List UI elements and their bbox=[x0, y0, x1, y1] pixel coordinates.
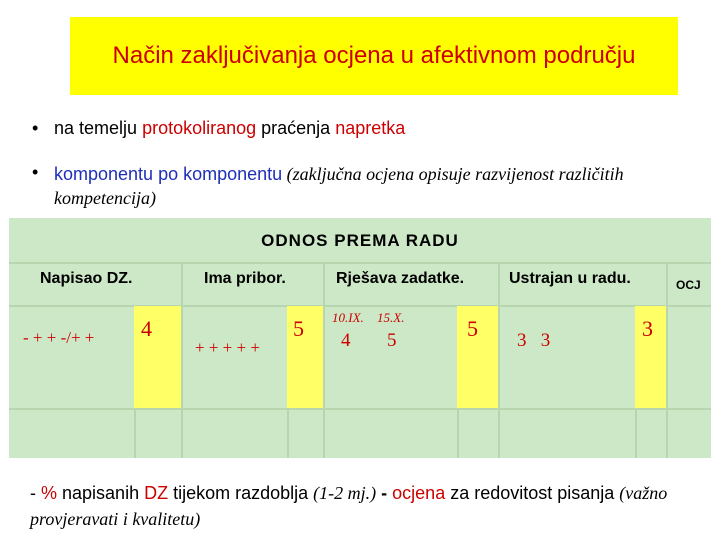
bullet-item-2 bbox=[32, 162, 712, 210]
grid-line bbox=[9, 305, 711, 307]
footer-text: napisanih bbox=[57, 483, 145, 503]
column-header-ustrajan: Ustrajan u radu. bbox=[509, 270, 631, 287]
grid-line bbox=[9, 262, 711, 264]
grid-line bbox=[9, 408, 711, 410]
tracking-table bbox=[9, 218, 711, 458]
page-title: Način zaključivanja ocjena u afektivnom području bbox=[112, 42, 636, 69]
bullet-italic: (zaključna ocjena opisuje razvijenost različitih kompetencija) bbox=[54, 164, 624, 208]
bullet-dot: • bbox=[32, 118, 39, 138]
pribor-marks: + + + + + bbox=[195, 338, 260, 357]
pribor-grade: 5 bbox=[293, 316, 304, 341]
grid-line bbox=[666, 264, 668, 458]
footer-text: tijekom razdoblja bbox=[168, 483, 314, 503]
footer-text: - bbox=[30, 483, 41, 503]
footer-highlight: % bbox=[41, 483, 58, 503]
footer-highlight: ocjena bbox=[392, 483, 446, 503]
bullet-text bbox=[54, 162, 712, 210]
bullet-highlight: napretka bbox=[335, 118, 406, 138]
bullet-text-part: na temelju bbox=[54, 118, 143, 138]
bullet-highlight: protokoliranog bbox=[142, 118, 257, 138]
grid-line bbox=[181, 264, 183, 458]
bullet-dot: • bbox=[32, 162, 39, 182]
bullet-text-part: praćenja bbox=[256, 118, 336, 138]
column-header-ocj: OCJ bbox=[676, 278, 701, 292]
napisao-grade: 4 bbox=[141, 316, 152, 341]
column-header-napisao: Napisao DZ. bbox=[40, 270, 133, 287]
title-banner bbox=[70, 17, 678, 95]
bullet-item-1 bbox=[32, 118, 405, 139]
rjesava-date-1: 10.IX. bbox=[332, 310, 364, 325]
grid-line bbox=[498, 264, 500, 458]
grid-line bbox=[323, 264, 325, 458]
footer-note bbox=[30, 480, 715, 532]
footer-highlight: DZ bbox=[144, 483, 169, 503]
footer-text: za redovitost pisanja bbox=[445, 483, 620, 503]
bullet-text bbox=[54, 118, 405, 138]
ustrajan-marks: 3 3 bbox=[517, 330, 551, 351]
footer-text: - bbox=[376, 483, 393, 503]
rjesava-value-1: 4 bbox=[341, 330, 351, 351]
table-title: ODNOS PREMA RADU bbox=[261, 231, 459, 250]
ocj-grade: 3 bbox=[642, 316, 653, 341]
rjesava-value-2: 5 bbox=[387, 330, 397, 351]
column-header-rjesava: Rješava zadatke. bbox=[336, 270, 465, 287]
footer-italic: (važno provjeravati i kvalitetu) bbox=[30, 483, 668, 529]
rjesava-date-2: 15.X. bbox=[377, 310, 405, 325]
footer-italic: (1-2 mj.) bbox=[313, 483, 377, 503]
bullet-highlight: komponentu po komponentu bbox=[54, 164, 283, 184]
column-header-pribor: Ima pribor. bbox=[204, 270, 286, 287]
napisao-marks: - + + -/+ + bbox=[23, 328, 95, 347]
rjesava-grade: 5 bbox=[467, 316, 478, 341]
